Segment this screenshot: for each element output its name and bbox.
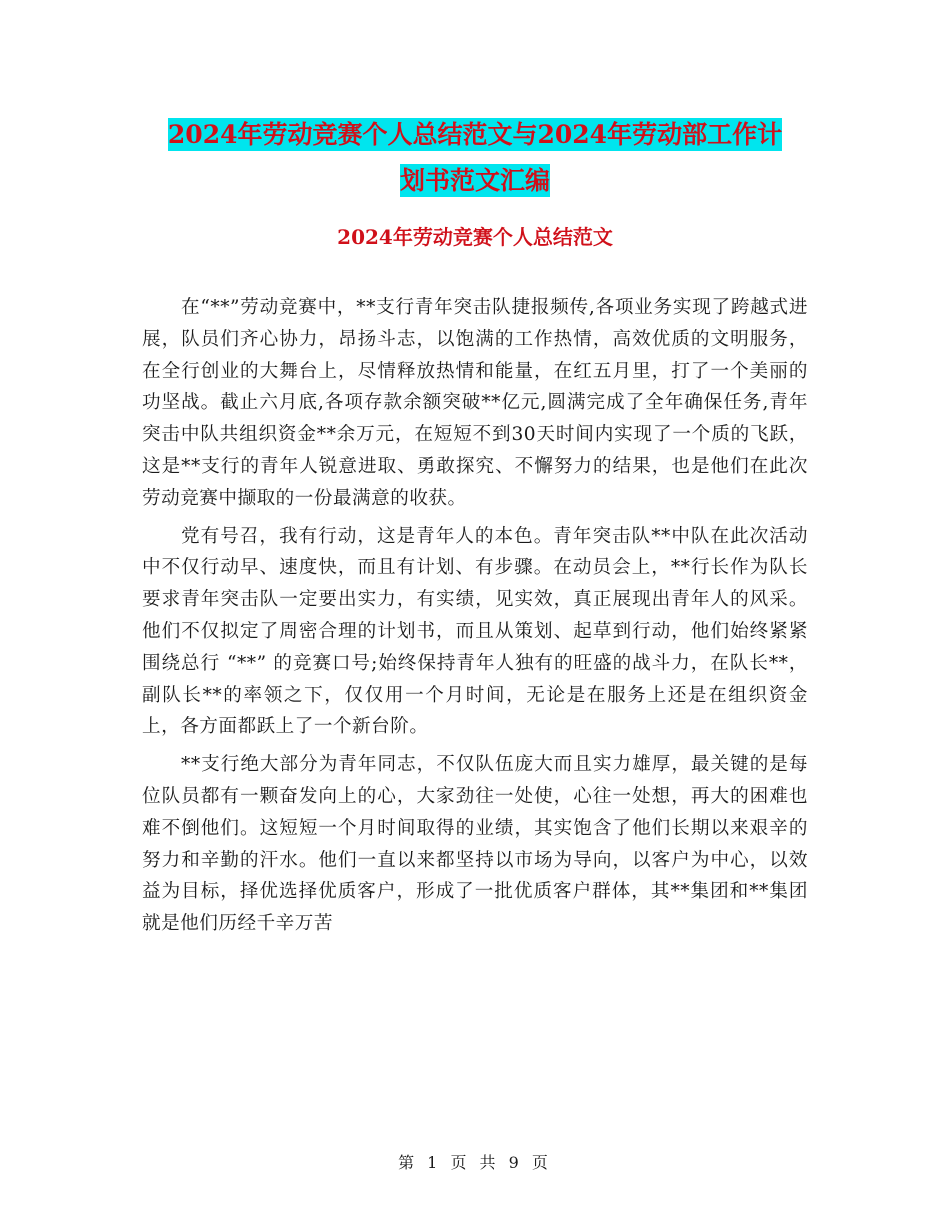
- paragraph-2: 党有号召，我有行动，这是青年人的本色。青年突击队**中队在此次活动中不仅行动早、速度快，而且有计划、有步骤。在动员会上，**行长作为队长要求青年突击队一定要出实力，有实绩，见实效，真正展现出青年人的风采。他们不仅拟定了周密合理的计划书，而且从策划、起草到行动，他们始终紧紧围绕总行 “**” 的竞赛口号;始终保持青年人独有的旺盛的战斗力，在队长**，副队长**的率领之下，仅仅用一个月时间，无论是在服务上还是在组织资金上，各方面都跃上了一个新台阶。: [142, 525, 808, 738]
- document-title-line-2: 划书范文汇编: [399, 166, 550, 195]
- page-footer: 第 1 页 共 9 页: [398, 1153, 552, 1172]
- document-title-line-1: 2024年劳动竞赛个人总结范文与2024年劳动部工作计: [167, 120, 783, 149]
- document-title: [0, 112, 950, 204]
- paragraph-1: 在“**”劳动竞赛中，**支行青年突击队捷报频传,各项业务实现了跨越式进展，队员们齐心协力，昂扬斗志，以饱满的工作热情，高效优质的文明服务，在全行创业的大舞台上，尽情释放热情和能量，在红五月里，打了一个美丽的功坚战。截止六月底,各项存款余额突破**亿元,圆满完成了全年确保任务,青年突击中队共组织资金**余万元，在短短不到30天时间内实现了一个质的飞跃，这是**支行的青年人锐意进取、勇敢探究、不懈努力的结果，也是他们在此次劳动竞赛中撷取的一份最满意的收获。: [142, 297, 808, 509]
- paragraph-3: **支行绝大部分为青年同志，不仅队伍庞大而且实力雄厚，最关键的是每位队员都有一颗奋发向上的心，大家劲往一处使，心往一处想，再大的困难也难不倒他们。这短短一个月时间取得的业绩，其实饱含了他们长期以来艰辛的努力和辛勤的汗水。他们一直以来都坚持以市场为导向，以客户为中心，以效益为目标，择优选择优质客户，形成了一批优质客户群体，其**集团和**集团就是他们历经千辛万苦: [142, 754, 808, 935]
- document-body: [142, 292, 808, 946]
- section-heading: 2024年劳动竞赛个人总结范文: [337, 225, 613, 249]
